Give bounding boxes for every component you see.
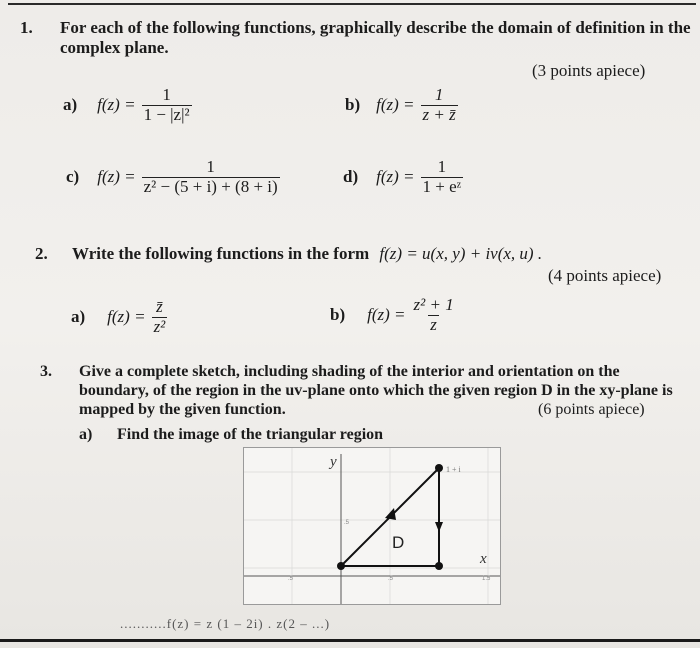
problem-2-form: f(z) = u(x, y) + iv(x, u) . (379, 244, 543, 263)
region-label: D (392, 533, 405, 552)
fraction (421, 158, 464, 196)
denominator: z (430, 314, 437, 334)
part-label: b) (330, 305, 346, 325)
problem-1c (66, 158, 280, 196)
tick-label: 1.5 (482, 576, 491, 582)
tick-label: .5 (288, 576, 294, 582)
numerator: 1 (437, 157, 447, 176)
vertex-1 (435, 562, 443, 570)
part-label: b) (345, 95, 361, 115)
problem-3-number: 3. (40, 363, 52, 380)
problem-3a-text: Find the image of the triangular region (117, 426, 384, 443)
numerator: 1 (162, 85, 171, 104)
part-label: a) (71, 307, 86, 327)
numerator: z² + 1 (413, 295, 454, 314)
denominator: z² (153, 316, 166, 336)
problem-1-text-line2: complex plane. (60, 38, 169, 57)
fraction (142, 158, 280, 196)
triangle-region-graph (243, 447, 501, 605)
denominator: 1 + eᶻ (422, 176, 462, 196)
fraction (142, 86, 192, 124)
numerator: z̄ (156, 297, 163, 316)
graph-svg (244, 448, 500, 604)
fraction (412, 296, 456, 334)
denominator: 1 − |z|² (143, 104, 190, 124)
cutoff-text: ...........f(z) = z (1 – 2i) . z(2 – ...) (120, 616, 331, 631)
problem-1b (345, 86, 458, 124)
function-lhs: f(z) = (376, 95, 415, 115)
denominator: z² − (5 + i) + (8 + i) (143, 176, 278, 196)
fraction (152, 298, 168, 336)
tick-label: .5 (388, 576, 394, 582)
function-lhs: f(z) = (107, 307, 146, 327)
bottom-rule (0, 639, 700, 642)
vertex-1-plus-i (435, 464, 443, 472)
top-rule (8, 3, 696, 5)
numerator: 1 (206, 157, 215, 176)
part-label: c) (66, 167, 80, 187)
problem-1a (63, 86, 192, 124)
problem-1d (343, 158, 463, 196)
part-label: d) (343, 167, 359, 187)
problem-3-text-line1: Give a complete sketch, including shading of the interior and orientation on the (79, 363, 620, 380)
fraction (421, 86, 458, 124)
y-axis-label: y (330, 454, 337, 470)
problem-1-number: 1. (20, 18, 33, 37)
vertex-label: 1 + i (446, 465, 461, 474)
denominator: z + z̄ (422, 104, 456, 124)
function-lhs: f(z) = (97, 95, 136, 115)
problem-2-points: (4 points apiece) (548, 266, 662, 285)
problem-3-text-line3: mapped by the given function. (79, 401, 286, 418)
function-lhs: f(z) = (376, 167, 415, 187)
problem-2-text: Write the following functions in the form (72, 244, 370, 263)
function-lhs: f(z) = (97, 167, 136, 187)
tick-label: .5 (344, 520, 350, 526)
problem-1-text-line1: For each of the following functions, graphically describe the domain of definition in the (60, 18, 691, 37)
problem-3a-label: a) (79, 426, 93, 443)
problem-1-points: (3 points apiece) (532, 61, 646, 80)
problem-2a (71, 298, 167, 336)
x-axis-label: x (480, 551, 487, 567)
problem-3-text-line2: boundary, of the region in the uv-plane onto which the given region D in the xy-plane is (79, 382, 673, 399)
problem-3-points: (6 points apiece) (538, 401, 645, 418)
vertex-origin (337, 562, 345, 570)
part-label: a) (63, 95, 78, 115)
problem-2-line (72, 244, 542, 264)
problem-2-number: 2. (35, 244, 48, 263)
function-lhs: f(z) = (367, 305, 406, 325)
problem-2b (330, 296, 456, 334)
grid (244, 448, 500, 604)
numerator: 1 (434, 85, 444, 104)
